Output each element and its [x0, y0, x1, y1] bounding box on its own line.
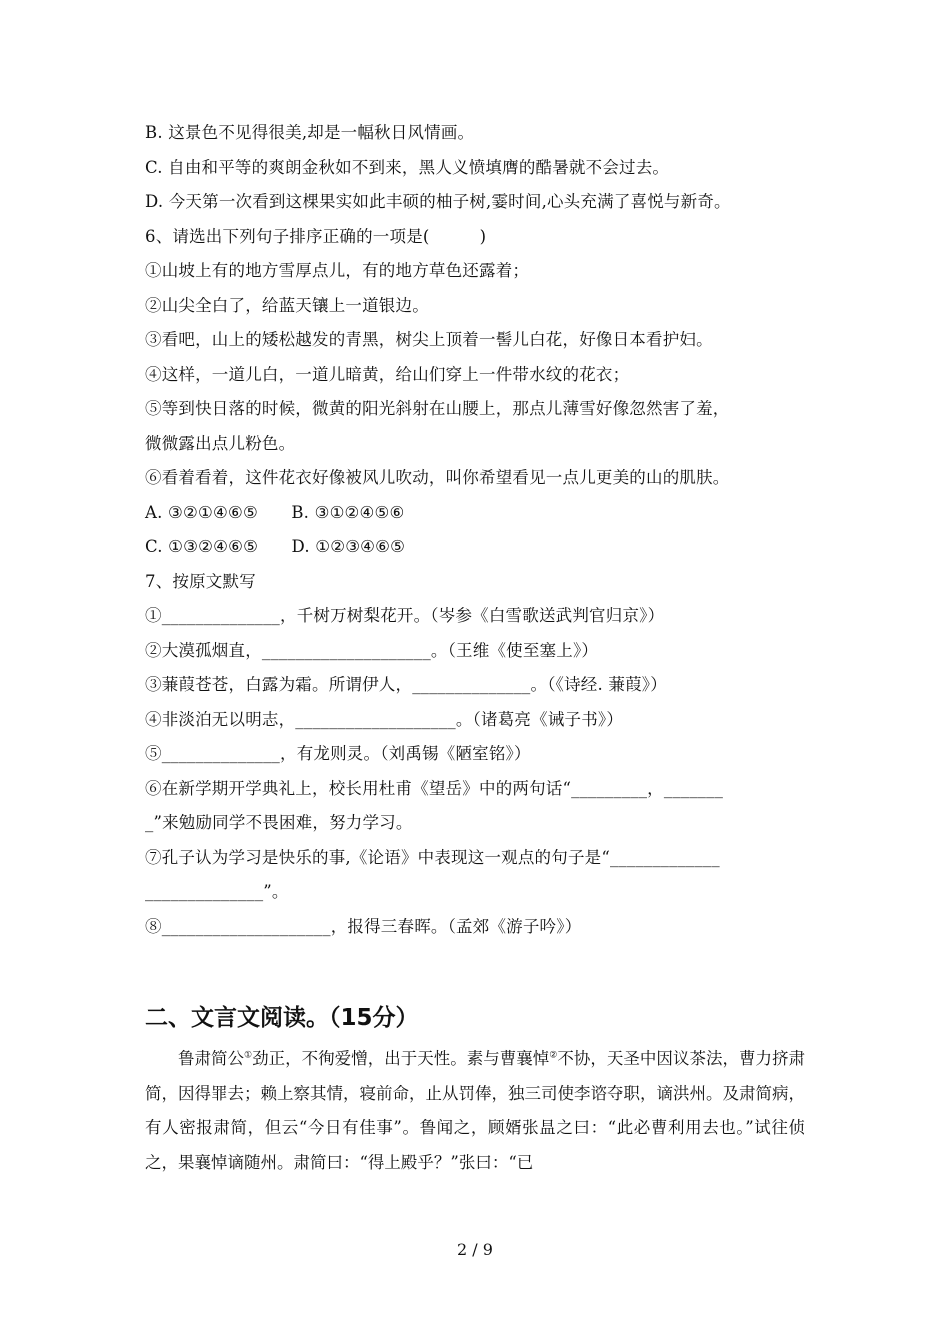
footnote-marker-1: ①	[244, 1050, 253, 1061]
option-d-line: D. 今天第一次看到这棵果实如此丰硕的柚子树,霎时间,心头充满了喜悦与新奇。	[145, 192, 731, 211]
question-7-title: 7、按原文默写	[145, 571, 256, 591]
dictation-item-8: ⑧____________________，报得三春晖。（孟郊《游子吟》）	[145, 916, 582, 936]
answer-options-ab: A. ③②①④⑥⑤ B. ③①②④⑤⑥	[145, 502, 405, 522]
dictation-item-7: ⑦孔子认为学习是快乐的事,《论语》中表现这一观点的句子是“_____________	[145, 847, 720, 867]
section-heading: 二、文言文阅读。（15分）	[145, 1005, 419, 1031]
dictation-item-5: ⑤______________，有龙则灵。（刘禹锡《陋室铭》）	[145, 744, 531, 763]
passage-part-1: 鲁肃简公	[178, 1049, 245, 1068]
page-number: 2 / 9	[457, 1240, 493, 1259]
sentence-6: ⑥看着看着，这件花衣好像被风儿吹动，叫你希望看见一点儿更美的山的肌肤。	[145, 468, 730, 487]
sentence-1: ①山坡上有的地方雪厚点儿，有的地方草色还露着；	[145, 261, 530, 280]
footnote-marker-2: ②	[549, 1050, 558, 1061]
section-spacer	[145, 944, 825, 998]
passage-part-2: 劲正，不徇爱憎，出于天性。素与曹襄悼	[252, 1049, 550, 1068]
option-c-line: C. 自由和平等的爽朗金秋如不到来，黑人义愤填膺的酷暑就不会过去。	[145, 157, 670, 177]
option-b-line: B. 这景色不见得很美,却是一幅秋日风情画。	[145, 123, 475, 142]
dictation-item-6: ⑥在新学期开学典礼上，校长用杜甫《望岳》中的两句话“_________，_______	[145, 778, 724, 798]
passage-part-3: 不协，天圣中因议茶法，曹力挤肃简，因得罪去；赖上察其情，寝前命，止从罚俸，独三司使李谘夺职，谪洪州。及肃简病，有人密报肃简，但云“今日有佳事”。鲁闻之，顾婿张昷之曰：“此必曹利用去也。”试往侦之，果襄悼谪随州。肃简曰：“得上殿乎？”张曰：“已	[145, 1049, 806, 1172]
sentence-2: ②山尖全白了，给蓝天镶上一道银边。	[145, 295, 429, 315]
page-content	[145, 116, 825, 1180]
dictation-item-1: ①______________，千树万树梨花开。（岑参《白雪歌送武判官归京》）	[145, 606, 665, 625]
sentence-4: ④这样，一道儿白，一道儿暗黄，给山们穿上一件带水纹的花衣；	[145, 364, 630, 384]
answer-options-cd: C. ①③②④⑥⑤ D. ①②③④⑥⑤	[145, 537, 406, 556]
sentence-3: ③看吧，山上的矮松越发的青黑，树尖上顶着一髻儿白花，好像日本看护妇。	[145, 330, 713, 349]
question-6-title: 6、请选出下列句子排序正确的一项是( )	[145, 226, 487, 246]
dictation-item-2: ②大漠孤烟直，____________________。（王维《使至塞上》）	[145, 640, 599, 660]
dictation-item-7-continued: ______________”。	[145, 882, 289, 901]
dictation-item-6-continued: _”来勉励同学不畏困难，努力学习。	[145, 813, 413, 832]
dictation-item-3: ③蒹葭苍苍，白露为霜。所谓伊人，______________。（《诗经. 蒹葭》）	[145, 675, 667, 694]
dictation-item-4: ④非淡泊无以明志，___________________。（诸葛亮《诫子书》）	[145, 709, 624, 729]
classical-passage	[145, 1042, 805, 1180]
sentence-5: ⑤等到快日落的时候，微黄的阳光斜射在山腰上，那点儿薄雪好像忽然害了羞，	[145, 399, 730, 418]
sentence-5-continued: 微微露出点儿粉色。	[145, 433, 296, 453]
